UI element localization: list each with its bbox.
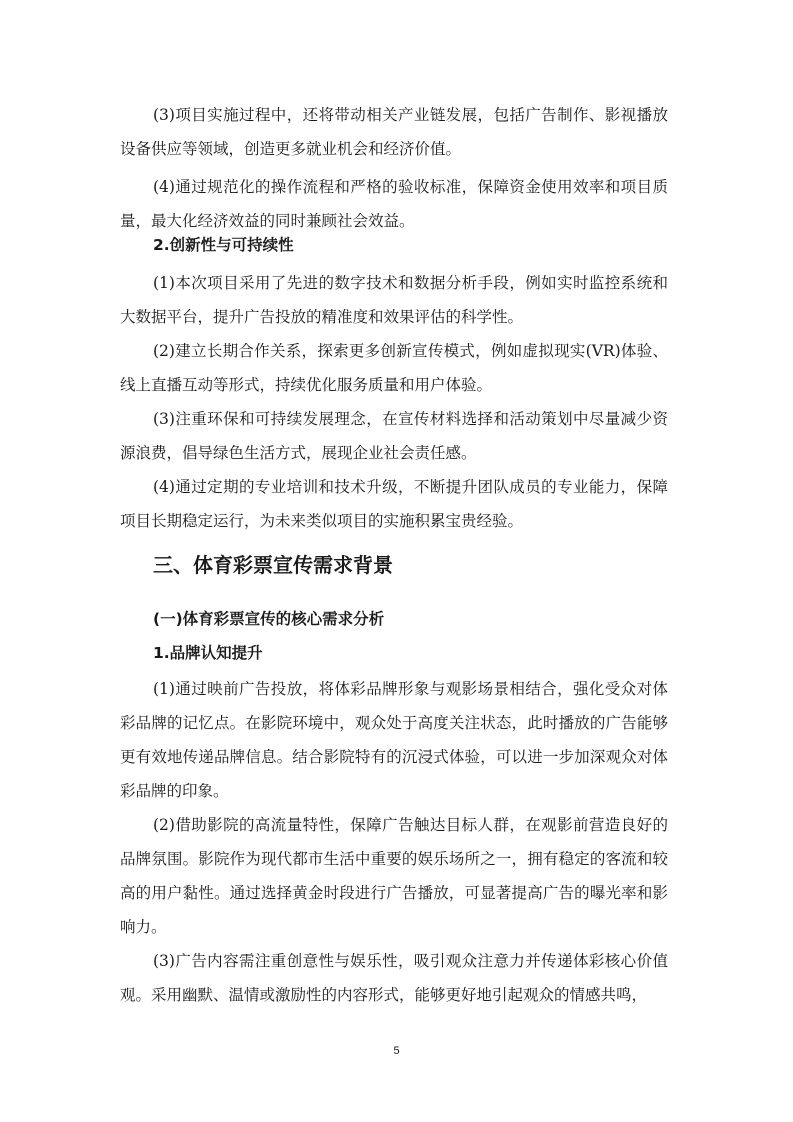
paragraph-pre-show-ads: (1)通过映前广告投放，将体彩品牌形象与观影场景相结合，强化受众对体彩品牌的记忆点。在影院环境中，观众处于高度关注状态，此时播放的广告能够更有效地传递品牌信息。结合影院特有的沉浸式体验，可以进一步加深观众对体彩品牌的印象。 xyxy=(120,680,668,800)
heading-innovation-sustainability: 2.创新性与可持续性 xyxy=(153,236,294,254)
paragraph-training: (4)通过定期的专业培训和技术升级，不断提升团队成员的专业能力，保障项目长期稳定运行，为未来类似项目的实施积累宝贵经验。 xyxy=(120,478,668,530)
paragraph-environmental: (3)注重环保和可持续发展理念，在宣传材料选择和活动策划中尽量减少资源浪费，倡导绿色生活方式，展现企业社会责任感。 xyxy=(120,410,668,462)
paragraph-long-term-cooperation: (2)建立长期合作关系，探索更多创新宣传模式，例如虚拟现实(VR)体验、线上直播互动等形式，持续优化服务质量和用户体验。 xyxy=(120,342,668,394)
paragraph-creative-content: (3)广告内容需注重创意性与娱乐性，吸引观众注意力并传递体彩核心价值观。采用幽默、温情或激励性的内容形式，能够更好地引起观众的情感共鸣， xyxy=(120,952,668,1004)
heading-core-needs: (一)体育彩票宣传的核心需求分析 xyxy=(153,610,385,628)
paragraph-digital-technology: (1)本次项目采用了先进的数字技术和数据分析手段，例如实时监控系统和大数据平台，提升广告投放的精准度和效果评估的科学性。 xyxy=(120,274,668,326)
page-number: 5 xyxy=(393,1045,400,1057)
heading-brand-awareness: 1.品牌认知提升 xyxy=(153,644,263,662)
section-heading-lottery-background: 三、体育彩票宣传需求背景 xyxy=(153,553,393,577)
paragraph-industry-chain: (3)项目实施过程中，还将带动相关产业链发展，包括广告制作、影视播放设备供应等领域，创造更多就业机会和经济价值。 xyxy=(120,106,668,158)
paragraph-acceptance-standards: (4)通过规范化的操作流程和严格的验收标准，保障资金使用效率和项目质量，最大化经济效益的同时兼顾社会效益。 xyxy=(120,178,668,230)
paragraph-high-traffic: (2)借助影院的高流量特性，保障广告触达目标人群，在观影前营造良好的品牌氛围。影院作为现代都市生活中重要的娱乐场所之一，拥有稳定的客流和较高的用户黏性。通过选择黄金时段进行广告播放，可显著提高广告的曝光率和影响力。 xyxy=(120,816,668,936)
